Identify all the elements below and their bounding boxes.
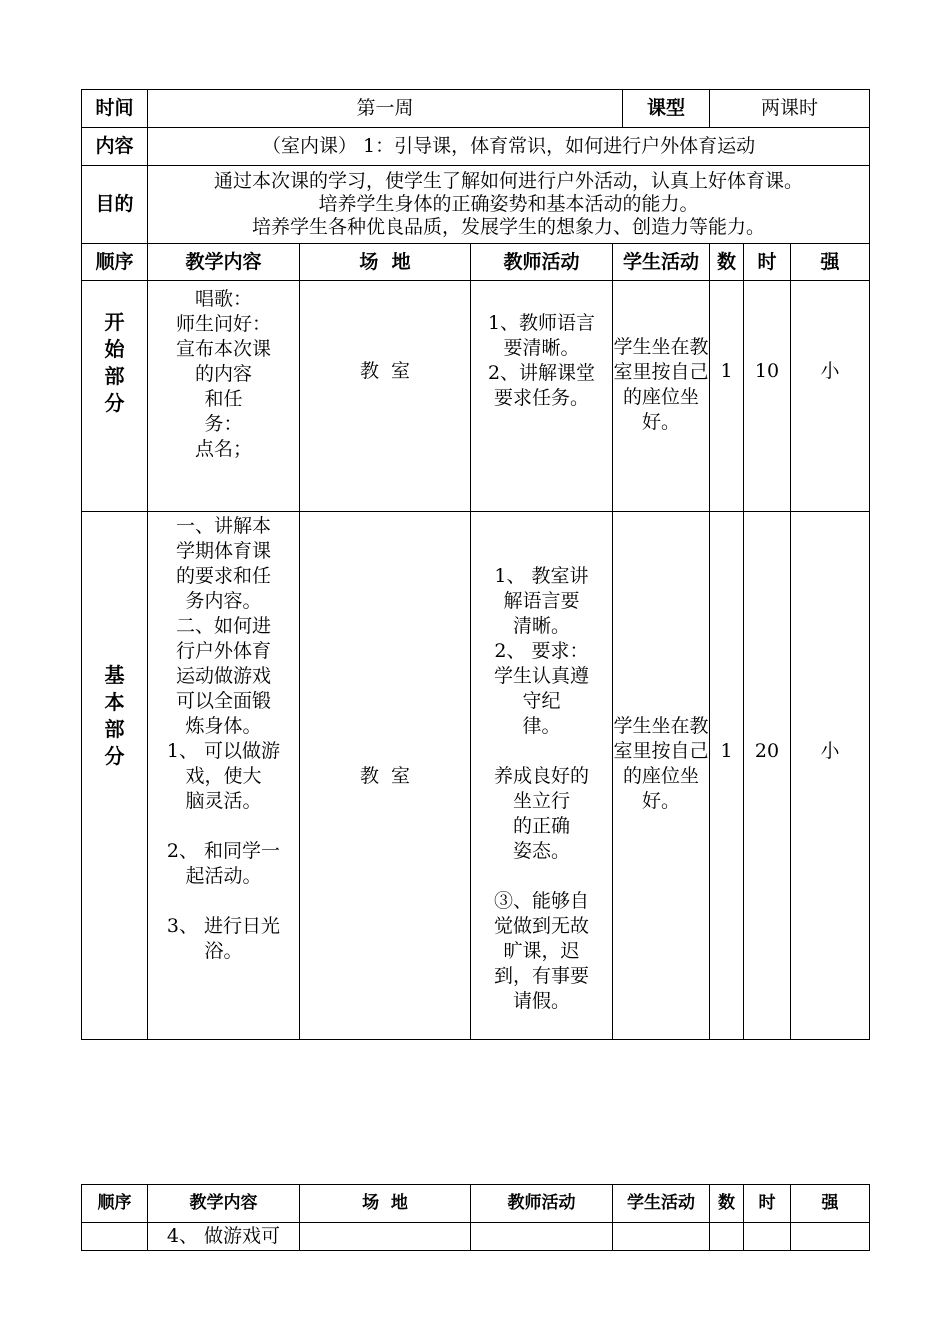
basic-venue: 教 室 [300,512,471,1040]
header-content: 教学内容 [148,244,300,281]
start-intensity: 小 [791,281,870,512]
basic-count: 1 [710,512,744,1040]
goal-line: 培养学生各种优良品质，发展学生的想象力、创造力等能力。 [252,216,766,238]
count-cell [710,1223,744,1251]
header-teacher: 教师活动 [471,244,613,281]
basic-section-row [82,512,870,1040]
content-value: （室内课） 1：引导课，体育常识，如何进行户外体育运动 [148,128,870,166]
header-intensity: 强 [791,244,870,281]
start-student-activity: 学生坐在教 室里按自己 的座位坐 好。 [613,281,710,512]
header-teacher: 教师活动 [471,1185,613,1223]
header-intensity: 强 [791,1185,870,1223]
header-time: 时 [744,244,791,281]
header-count: 数 [710,244,744,281]
start-content: 唱歌： 师生问好： 宣布本次课 的内容 和任 务： 点名； [148,281,300,512]
basic-section-label: 基 本 部 分 [82,512,148,1040]
teacher-cell [471,1223,613,1251]
goal-line: 培养学生身体的正确姿势和基本活动的能力。 [318,193,699,215]
basic-teacher-activity: 1、 教室讲 解语言要 清晰。 2、 要求： 学生认真遵 守纪 律。 养成良好的 坐立行 的正确 姿态。 ③、能够自 觉做到无故 旷课，迟 到，有事要 请假。 [471,512,613,1040]
continuation-table [81,1184,870,1251]
basic-content: 一、讲解本 学期体育课 的要求和任 务内容。 二、如何进 行户外体育 运动做游戏 可以全面锻 炼身体。 1、 可以做游 戏，使大 脑灵活。 2、 和同学一 起活动。 3、 进行日光 浴。 [148,512,300,1040]
lesson-plan-table [81,89,870,1040]
header-student: 学生活动 [613,244,710,281]
start-time: 10 [744,281,791,512]
continuation-header-row [82,1185,870,1223]
header-order: 顺序 [82,244,148,281]
start-section-row [82,281,870,512]
start-venue: 教 室 [300,281,471,512]
start-teacher-activity: 1、教师语言 要清晰。 2、讲解课堂 要求任务。 [471,281,613,512]
header-time: 时 [744,1185,791,1223]
lesson-type-label: 课型 [623,90,710,128]
goal-value [148,166,870,244]
student-cell [613,1223,710,1251]
week-value: 第一周 [148,90,623,128]
header-order: 顺序 [82,1185,148,1223]
header-student: 学生活动 [613,1185,710,1223]
goal-label: 目的 [82,166,148,244]
header-count: 数 [710,1185,744,1223]
continuation-row [82,1223,870,1251]
goal-row [82,166,870,244]
order-cell [82,1223,148,1251]
start-section-label: 开 始 部 分 [82,281,148,512]
basic-student-activity: 学生坐在教 室里按自己 的座位坐 好。 [613,512,710,1040]
lesson-type-value: 两课时 [710,90,870,128]
content-row [82,128,870,166]
goal-line: 通过本次课的学习，使学生了解如何进行户外活动，认真上好体育课。 [214,170,804,192]
time-row [82,90,870,128]
header-venue: 场 地 [300,1185,471,1223]
basic-time: 20 [744,512,791,1040]
header-row [82,244,870,281]
content-cell: 4、 做游戏可 [148,1223,300,1251]
time-cell [744,1223,791,1251]
venue-cell [300,1223,471,1251]
content-label: 内容 [82,128,148,166]
header-venue: 场 地 [300,244,471,281]
header-content: 教学内容 [148,1185,300,1223]
start-count: 1 [710,281,744,512]
basic-intensity: 小 [791,512,870,1040]
time-label: 时间 [82,90,148,128]
intensity-cell [791,1223,870,1251]
